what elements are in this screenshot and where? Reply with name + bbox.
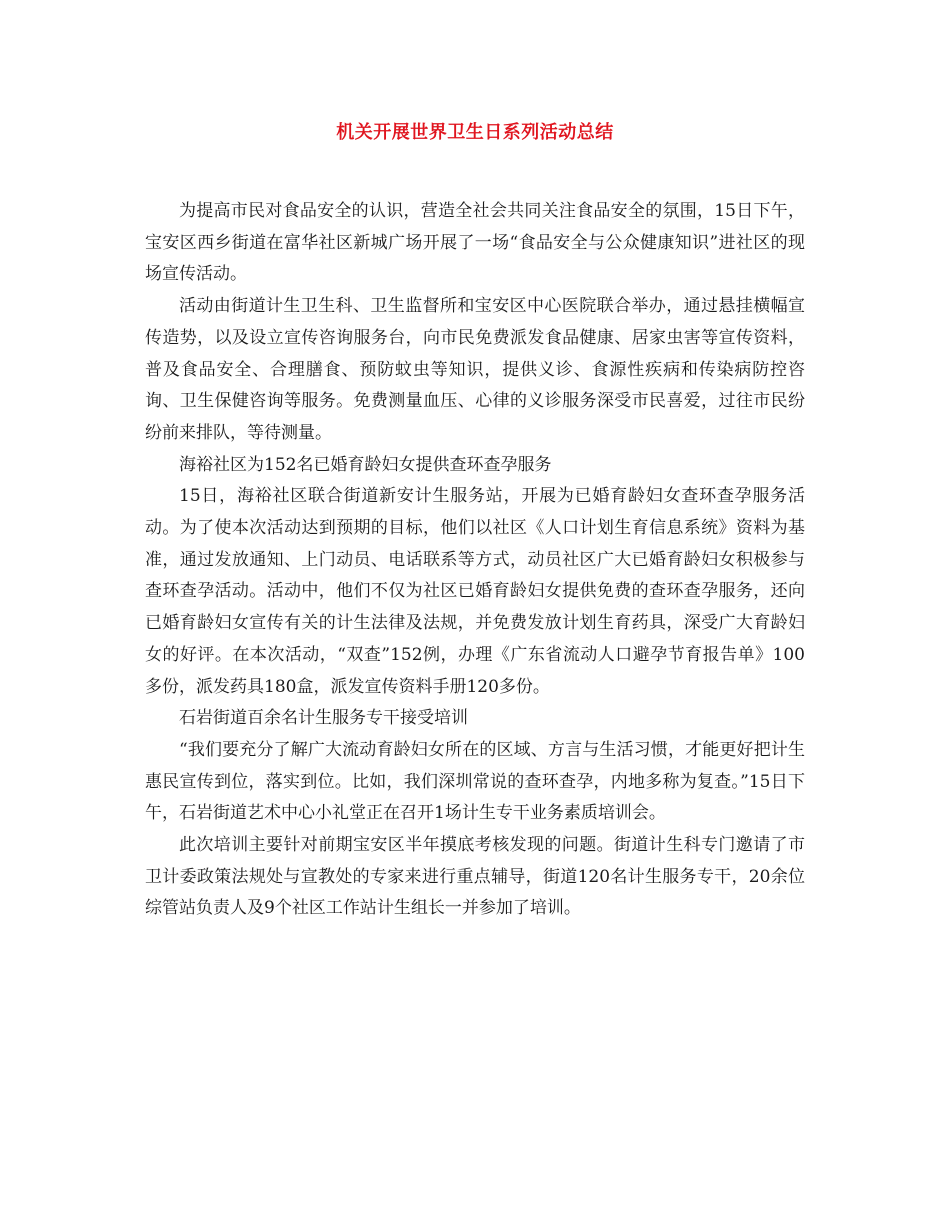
- paragraph-intro: 为提高市民对食品安全的认识，营造全社会共同关注食品安全的氛围，15日下午，宝安区西乡街道在富华社区新城广场开展了一场“食品安全与公众健康知识”进社区的现场宣传活动。: [145, 201, 805, 285]
- document-page: [145, 118, 805, 925]
- paragraph-training: 此次培训主要针对前期宝安区半年摸底考核发现的问题。街道计生科专门邀请了市卫计委政策法规处与宣教处的专家来进行重点辅导，街道120名计生服务专干，20余位综管站负责人及9个社区工作站计生组长一并参加了培训。: [145, 835, 805, 919]
- paragraph-haiyu: 15日，海裕社区联合街道新安计生服务站，开展为已婚育龄妇女查环查孕服务活动。为了使本次活动达到预期的目标，他们以社区《人口计划生育信息系统》资料为基准，通过发放通知、上门动员、电话联系等方式，动员社区广大已婚育龄妇女积极参与查环查孕活动。活动中，他们不仅为社区已婚育龄妇女提供免费的查环查孕服务，还向已婚育龄妇女宣传有关的计生法律及法规，并免费发放计划生育药具，深受广大育龄妇女的好评。在本次活动，“双查”152例，办理《广东省流动人口避孕节育报告单》100多份，派发药具180盒，派发宣传资料手册120多份。: [145, 486, 805, 697]
- subheading-haiyu: 海裕社区为152名已婚育龄妇女提供查环查孕服务: [179, 454, 552, 475]
- paragraph-quote: “我们要充分了解广大流动育龄妇女所在的区域、方言与生活习惯，才能更好把计生惠民宣传到位，落实到位。比如，我们深圳常说的查环查孕，内地多称为复查。”15日下午，石岩街道艺术中心小礼堂正在召开1场计生专干业务素质培训会。: [145, 739, 805, 824]
- document-body: [145, 196, 805, 925]
- document-title: 机关开展世界卫生日系列活动总结: [336, 122, 614, 143]
- subheading-shiyan: 石岩街道百余名计生服务专干接受培训: [179, 708, 468, 729]
- paragraph-activity: 活动由街道计生卫生科、卫生监督所和宝安区中心医院联合举办，通过悬挂横幅宣传造势，以及设立宣传咨询服务台，向市民免费派发食品健康、居家虫害等宣传资料，普及食品安全、合理膳食、预防蚊虫等知识，提供义诊、食源性疾病和传染病防控咨询、卫生保健咨询等服务。免费测量血压、心律的义诊服务深受市民喜爱，过往市民纷纷前来排队，等待测量。: [145, 296, 805, 443]
